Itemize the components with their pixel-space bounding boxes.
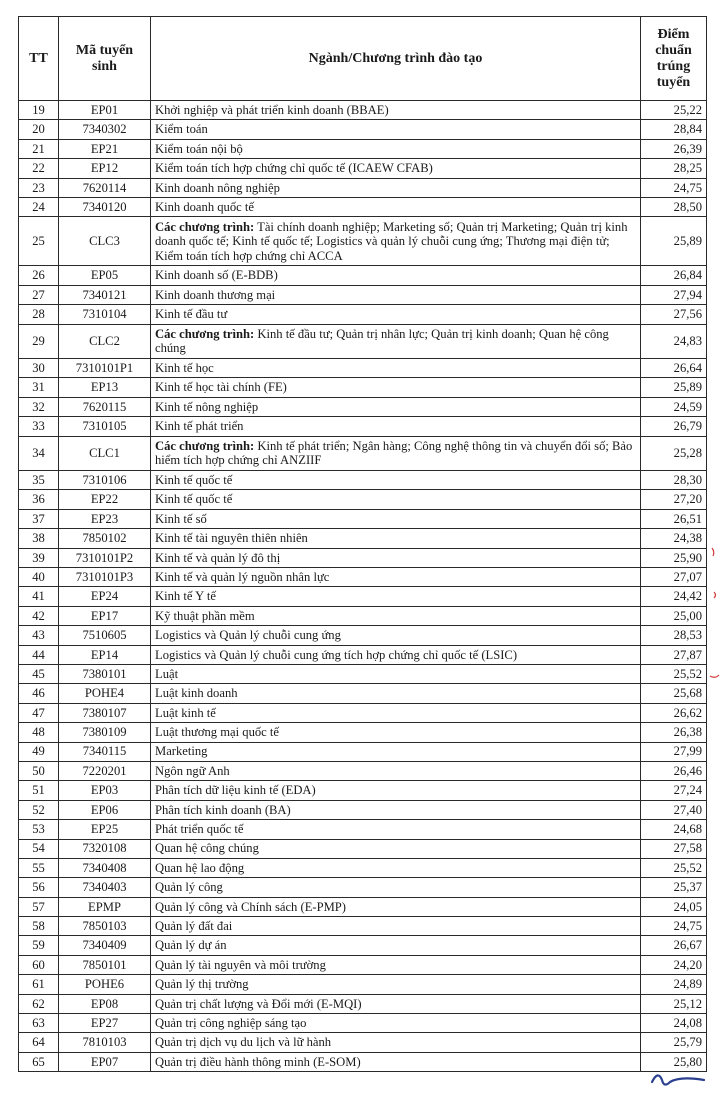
row-number: 49 [19, 742, 59, 761]
table-row [19, 684, 707, 703]
cutoff-score: 24,20 [641, 955, 707, 974]
admission-code: EP17 [59, 606, 151, 625]
program-name: Kiểm toán [151, 120, 641, 139]
header-tt: TT [19, 17, 59, 101]
cutoff-score: 26,79 [641, 417, 707, 436]
cutoff-score: 27,40 [641, 800, 707, 819]
cutoff-score: 24,75 [641, 917, 707, 936]
row-number: 50 [19, 761, 59, 780]
cutoff-score: 27,07 [641, 568, 707, 587]
program-name: Kinh tế tài nguyên thiên nhiên [151, 529, 641, 548]
header-program: Ngành/Chương trình đào tạo [151, 17, 641, 101]
program-name: Kinh tế quốc tế [151, 471, 641, 490]
table-row [19, 378, 707, 397]
admission-code: 7340403 [59, 878, 151, 897]
table-body [19, 101, 707, 1072]
table-row [19, 1052, 707, 1071]
program-name: Marketing [151, 742, 641, 761]
cutoff-score: 25,22 [641, 101, 707, 120]
program-name: Logistics và Quản lý chuỗi cung ứng tích hợp chứng chỉ quốc tế (LSIC) [151, 645, 641, 664]
admission-code: EP23 [59, 509, 151, 528]
program-name: Kiểm toán tích hợp chứng chỉ quốc tế (ICAEW CFAB) [151, 159, 641, 178]
program-name: Kinh tế và quản lý nguồn nhân lực [151, 568, 641, 587]
table-row [19, 397, 707, 416]
admission-code: EP06 [59, 800, 151, 819]
admission-code: CLC3 [59, 217, 151, 266]
cutoff-score: 24,89 [641, 975, 707, 994]
admission-code: 7620115 [59, 397, 151, 416]
cutoff-score: 26,46 [641, 761, 707, 780]
program-group-label: Các chương trình: [155, 219, 255, 234]
program-name [151, 436, 641, 471]
table-row [19, 1014, 707, 1033]
admission-code: EP13 [59, 378, 151, 397]
cutoff-score: 28,30 [641, 471, 707, 490]
program-name: Quan hệ lao động [151, 858, 641, 877]
program-name: Quản lý công [151, 878, 641, 897]
row-number: 31 [19, 378, 59, 397]
program-name: Luật [151, 664, 641, 683]
table-row [19, 101, 707, 120]
row-number: 33 [19, 417, 59, 436]
admission-code: 7310104 [59, 305, 151, 324]
row-number: 45 [19, 664, 59, 683]
table-row [19, 936, 707, 955]
admission-code: 7380101 [59, 664, 151, 683]
program-name: Ngôn ngữ Anh [151, 761, 641, 780]
program-name: Phân tích kinh doanh (BA) [151, 800, 641, 819]
table-row [19, 120, 707, 139]
cutoff-score: 28,53 [641, 626, 707, 645]
table-row [19, 839, 707, 858]
cutoff-score: 27,99 [641, 742, 707, 761]
table-row [19, 820, 707, 839]
row-number: 39 [19, 548, 59, 567]
row-number: 27 [19, 285, 59, 304]
cutoff-score: 25,28 [641, 436, 707, 471]
program-name: Kinh doanh số (E-BDB) [151, 266, 641, 285]
cutoff-score: 26,38 [641, 723, 707, 742]
row-number: 47 [19, 703, 59, 722]
cutoff-score: 28,25 [641, 159, 707, 178]
cutoff-score: 26,51 [641, 509, 707, 528]
row-number: 63 [19, 1014, 59, 1033]
table-row [19, 626, 707, 645]
program-name [151, 217, 641, 266]
admission-code: EP21 [59, 139, 151, 158]
row-number: 23 [19, 178, 59, 197]
cutoff-score: 25,90 [641, 548, 707, 567]
table-row [19, 761, 707, 780]
row-number: 65 [19, 1052, 59, 1071]
cutoff-score: 24,38 [641, 529, 707, 548]
cutoff-score: 26,84 [641, 266, 707, 285]
table-row [19, 742, 707, 761]
admission-code: 7310106 [59, 471, 151, 490]
header-score: Điểm chuẩn trúng tuyển [641, 17, 707, 101]
table-row [19, 897, 707, 916]
row-number: 44 [19, 645, 59, 664]
program-name: Kinh tế học tài chính (FE) [151, 378, 641, 397]
admission-code: 7220201 [59, 761, 151, 780]
admission-code: EP25 [59, 820, 151, 839]
admission-code: CLC2 [59, 324, 151, 359]
program-name: Kinh tế số [151, 509, 641, 528]
program-group-label: Các chương trình: [155, 326, 255, 341]
table-row [19, 917, 707, 936]
signature-mark [648, 1068, 708, 1090]
admission-code: 7310101P2 [59, 548, 151, 567]
row-number: 60 [19, 955, 59, 974]
admission-code: EPMP [59, 897, 151, 916]
cutoff-score: 27,58 [641, 839, 707, 858]
row-number: 25 [19, 217, 59, 266]
cutoff-score: 25,12 [641, 994, 707, 1013]
cutoff-score: 25,52 [641, 858, 707, 877]
admission-code: 7340409 [59, 936, 151, 955]
table-row [19, 490, 707, 509]
admission-code: EP14 [59, 645, 151, 664]
admission-code: 7340115 [59, 742, 151, 761]
row-number: 29 [19, 324, 59, 359]
row-number: 59 [19, 936, 59, 955]
program-name: Quản trị dịch vụ du lịch và lữ hành [151, 1033, 641, 1052]
program-name: Quản lý tài nguyên và môi trường [151, 955, 641, 974]
pen-marks [706, 530, 720, 690]
table-row [19, 529, 707, 548]
admission-code: POHE6 [59, 975, 151, 994]
program-name: Luật kinh doanh [151, 684, 641, 703]
table-row [19, 548, 707, 567]
row-number: 19 [19, 101, 59, 120]
program-name: Quản lý dự án [151, 936, 641, 955]
table-row [19, 645, 707, 664]
row-number: 61 [19, 975, 59, 994]
admission-code: 7850103 [59, 917, 151, 936]
admission-code: EP08 [59, 994, 151, 1013]
header-code: Mã tuyển sinh [59, 17, 151, 101]
row-number: 36 [19, 490, 59, 509]
cutoff-score: 24,83 [641, 324, 707, 359]
row-number: 55 [19, 858, 59, 877]
admission-code: 7850101 [59, 955, 151, 974]
table-row [19, 197, 707, 216]
program-name: Kinh tế và quản lý đô thị [151, 548, 641, 567]
row-number: 40 [19, 568, 59, 587]
program-name: Phân tích dữ liệu kinh tế (EDA) [151, 781, 641, 800]
row-number: 21 [19, 139, 59, 158]
admission-code: 7340121 [59, 285, 151, 304]
cutoff-score: 28,84 [641, 120, 707, 139]
row-number: 22 [19, 159, 59, 178]
table-row [19, 664, 707, 683]
cutoff-score: 28,50 [641, 197, 707, 216]
row-number: 56 [19, 878, 59, 897]
program-name: Quản lý đất đai [151, 917, 641, 936]
cutoff-score: 25,68 [641, 684, 707, 703]
cutoff-score: 25,00 [641, 606, 707, 625]
row-number: 57 [19, 897, 59, 916]
program-name: Luật kinh tế [151, 703, 641, 722]
admission-code: EP27 [59, 1014, 151, 1033]
row-number: 20 [19, 120, 59, 139]
program-name: Khởi nghiệp và phát triển kinh doanh (BBAE) [151, 101, 641, 120]
table-row [19, 800, 707, 819]
program-name: Quản trị điều hành thông minh (E-SOM) [151, 1052, 641, 1071]
row-number: 41 [19, 587, 59, 606]
table-header-row [19, 17, 707, 101]
cutoff-score: 24,42 [641, 587, 707, 606]
admission-code: 7620114 [59, 178, 151, 197]
cutoff-score: 25,80 [641, 1052, 707, 1071]
table-row [19, 587, 707, 606]
cutoff-score: 27,56 [641, 305, 707, 324]
row-number: 62 [19, 994, 59, 1013]
admission-code: 7810103 [59, 1033, 151, 1052]
row-number: 46 [19, 684, 59, 703]
cutoff-score: 24,05 [641, 897, 707, 916]
row-number: 58 [19, 917, 59, 936]
row-number: 35 [19, 471, 59, 490]
table-row [19, 159, 707, 178]
table-row [19, 285, 707, 304]
program-name: Kinh tế phát triển [151, 417, 641, 436]
program-name: Kinh tế đầu tư [151, 305, 641, 324]
admission-code: 7320108 [59, 839, 151, 858]
row-number: 54 [19, 839, 59, 858]
row-number: 32 [19, 397, 59, 416]
admission-code: 7850102 [59, 529, 151, 548]
admission-code: 7310101P1 [59, 359, 151, 378]
admission-code: 7380109 [59, 723, 151, 742]
program-name: Phát triển quốc tế [151, 820, 641, 839]
table-row [19, 359, 707, 378]
program-name: Logistics và Quản lý chuỗi cung ứng [151, 626, 641, 645]
row-number: 53 [19, 820, 59, 839]
admission-code: EP03 [59, 781, 151, 800]
table-row [19, 509, 707, 528]
table-row [19, 858, 707, 877]
cutoff-score: 26,67 [641, 936, 707, 955]
admission-code: EP01 [59, 101, 151, 120]
program-name: Kinh doanh quốc tế [151, 197, 641, 216]
cutoff-score: 27,20 [641, 490, 707, 509]
table-row [19, 305, 707, 324]
admission-code: 7510605 [59, 626, 151, 645]
table-row [19, 975, 707, 994]
admission-code: EP12 [59, 159, 151, 178]
program-name: Luật thương mại quốc tế [151, 723, 641, 742]
admission-code: CLC1 [59, 436, 151, 471]
cutoff-score: 24,75 [641, 178, 707, 197]
program-name: Kinh tế học [151, 359, 641, 378]
table-row [19, 878, 707, 897]
cutoff-score: 25,52 [641, 664, 707, 683]
program-name: Kinh tế Y tế [151, 587, 641, 606]
table-row [19, 703, 707, 722]
row-number: 26 [19, 266, 59, 285]
program-list: Tài chính doanh nghiệp; Marketing số; Quản trị Marketing; Quản trị kinh doanh quốc tế; Kinh tế quốc tế; Logistics và quản lý chuỗi cung ứng; Thương mại điện tử; Kiểm toán tích hợp chứng chỉ ACCA [155, 219, 628, 263]
program-list: Kinh tế đầu tư; Quản trị nhân lực; Quản trị kinh doanh; Quan hệ công chúng [155, 326, 609, 356]
table-row [19, 994, 707, 1013]
admission-code: EP24 [59, 587, 151, 606]
row-number: 43 [19, 626, 59, 645]
program-name: Quan hệ công chúng [151, 839, 641, 858]
table-row [19, 568, 707, 587]
cutoff-score: 24,08 [641, 1014, 707, 1033]
cutoff-score: 25,37 [641, 878, 707, 897]
admission-code: EP05 [59, 266, 151, 285]
table-row [19, 1033, 707, 1052]
cutoff-score: 24,68 [641, 820, 707, 839]
table-row [19, 471, 707, 490]
table-row [19, 606, 707, 625]
row-number: 48 [19, 723, 59, 742]
program-name: Quản lý công và Chính sách (E-PMP) [151, 897, 641, 916]
cutoff-score: 26,62 [641, 703, 707, 722]
row-number: 51 [19, 781, 59, 800]
cutoff-score: 26,39 [641, 139, 707, 158]
admission-code: EP22 [59, 490, 151, 509]
table-row [19, 324, 707, 359]
cutoff-score: 27,24 [641, 781, 707, 800]
table-row [19, 436, 707, 471]
program-name: Kinh tế quốc tế [151, 490, 641, 509]
row-number: 30 [19, 359, 59, 378]
table-row [19, 723, 707, 742]
program-list: Kinh tế phát triển; Ngân hàng; Công nghệ thông tin và chuyển đổi số; Bảo hiểm tích hợp chứng chỉ ANZIIF [155, 438, 633, 468]
cutoff-score: 25,89 [641, 378, 707, 397]
cutoff-score: 26,64 [641, 359, 707, 378]
row-number: 28 [19, 305, 59, 324]
program-name: Kinh doanh nông nghiệp [151, 178, 641, 197]
program-name: Quản trị công nghiệp sáng tạo [151, 1014, 641, 1033]
program-name [151, 324, 641, 359]
program-name: Kinh doanh thương mại [151, 285, 641, 304]
table-row [19, 217, 707, 266]
row-number: 24 [19, 197, 59, 216]
table-row [19, 139, 707, 158]
cutoff-score: 27,94 [641, 285, 707, 304]
cutoff-score: 25,79 [641, 1033, 707, 1052]
program-name: Kỹ thuật phần mềm [151, 606, 641, 625]
table-row [19, 266, 707, 285]
admission-scores-table [18, 16, 707, 1072]
cutoff-score: 27,87 [641, 645, 707, 664]
row-number: 34 [19, 436, 59, 471]
table-row [19, 955, 707, 974]
admission-code: 7380107 [59, 703, 151, 722]
admission-code: 7310101P3 [59, 568, 151, 587]
admission-code: 7310105 [59, 417, 151, 436]
admission-code: 7340408 [59, 858, 151, 877]
table-row [19, 417, 707, 436]
row-number: 37 [19, 509, 59, 528]
row-number: 52 [19, 800, 59, 819]
program-group-label: Các chương trình: [155, 438, 255, 453]
admission-code: POHE4 [59, 684, 151, 703]
program-name: Kiểm toán nội bộ [151, 139, 641, 158]
admission-code: 7340120 [59, 197, 151, 216]
table-row [19, 781, 707, 800]
program-name: Kinh tế nông nghiệp [151, 397, 641, 416]
admission-code: 7340302 [59, 120, 151, 139]
program-name: Quản lý thị trường [151, 975, 641, 994]
cutoff-score: 24,59 [641, 397, 707, 416]
cutoff-score: 25,89 [641, 217, 707, 266]
admission-code: EP07 [59, 1052, 151, 1071]
program-name: Quản trị chất lượng và Đổi mới (E-MQI) [151, 994, 641, 1013]
row-number: 42 [19, 606, 59, 625]
row-number: 64 [19, 1033, 59, 1052]
table-row [19, 178, 707, 197]
row-number: 38 [19, 529, 59, 548]
